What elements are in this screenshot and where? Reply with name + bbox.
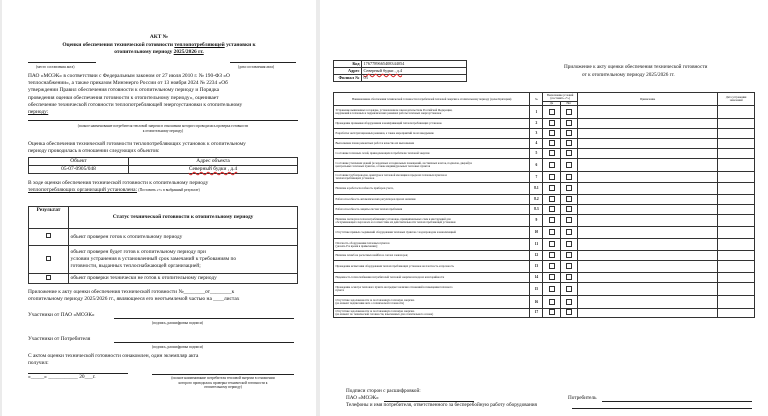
criteria-no-checkbox[interactable]: [560, 106, 577, 119]
criteria-header-yes: Да: [543, 102, 560, 106]
status-header: Статус технической готовности к отопительному периоду: [69, 207, 298, 229]
criteria-note-cell[interactable]: [577, 205, 717, 215]
act-title-line-1: Оценки обеспечения технической готовности теплопотребляющей установки к: [62, 42, 256, 48]
result-row-conditional: [29, 246, 298, 274]
phone-line: Телефоны и имя потребителя, ответственного за бесперебойную работу оборудования: [346, 402, 537, 408]
act-number: АКТ №: [149, 34, 169, 40]
criteria-number: 11: [530, 239, 543, 251]
criteria-text: Состояние утепления зданий (и чердачных и подвальных помещений, лестничных клеток, подвалов, дверей) и центральных тепловых пунктов, а также индивидуальных тепловых пунктов: [334, 159, 530, 172]
criteria-header-no-answer: Нет: [560, 102, 577, 106]
consumer-signature-line[interactable]: [114, 342, 294, 343]
criteria-text: Плотность оборудования тепловых пунктов (указать Р и время в примечании);: [334, 239, 530, 251]
criteria-number: 8.2: [530, 195, 543, 205]
criteria-date-cell[interactable]: [718, 195, 755, 205]
criteria-number: 15: [530, 283, 543, 296]
criteria-row: [334, 215, 755, 227]
assessment-line-1: Оценка обеспечения технической готовности теплопотребляющих установок к отопительному: [28, 141, 246, 147]
criteria-date-cell[interactable]: [718, 149, 755, 159]
criteria-note-cell[interactable]: [577, 159, 717, 172]
criteria-yes-checkbox[interactable]: [543, 215, 560, 227]
criteria-no-checkbox[interactable]: [560, 139, 577, 149]
criteria-no-checkbox[interactable]: [560, 227, 577, 239]
criteria-yes-checkbox[interactable]: [543, 119, 560, 129]
copy-line-1: С актом оценки технической готовности ознакомлен, один экземпляр акта: [28, 353, 199, 359]
result-checkbox-1[interactable]: [29, 229, 69, 246]
participant-consumer: Участники от Потребителя: [28, 336, 91, 342]
criteria-date-cell[interactable]: [718, 119, 755, 129]
criteria-no-checkbox[interactable]: [560, 215, 577, 227]
criteria-number: 2: [530, 119, 543, 129]
criteria-date-cell[interactable]: [718, 283, 755, 296]
criteria-note-cell[interactable]: [577, 239, 717, 251]
consumer-sign-line[interactable]: [602, 401, 752, 402]
criteria-date-cell[interactable]: [718, 273, 755, 283]
criteria-no-checkbox[interactable]: [560, 172, 577, 183]
criteria-no-checkbox[interactable]: [560, 205, 577, 215]
criteria-date-cell[interactable]: [718, 205, 755, 215]
criteria-date-cell[interactable]: [718, 227, 755, 239]
criteria-row: [334, 172, 755, 183]
criteria-no-checkbox[interactable]: [560, 159, 577, 172]
criteria-date-cell[interactable]: [718, 172, 755, 183]
criteria-note-cell[interactable]: [577, 273, 717, 283]
criteria-row: [334, 139, 755, 149]
criteria-no-checkbox[interactable]: [560, 129, 577, 139]
criteria-date-cell[interactable]: [718, 239, 755, 251]
criteria-row: [334, 283, 755, 296]
filial-label: Филиал №: [334, 75, 362, 82]
criteria-row: [334, 119, 755, 129]
final-note-1: (полное наименование потребителя тепловой энергии в отношении: [171, 376, 275, 380]
signature-moek: [346, 395, 379, 402]
criteria-date-cell[interactable]: [718, 159, 755, 172]
object-code: 05-07-0905/048: [29, 166, 129, 174]
criteria-yes-checkbox[interactable]: [543, 149, 560, 159]
criteria-date-cell[interactable]: [718, 129, 755, 139]
criteria-no-checkbox[interactable]: [560, 296, 577, 309]
criteria-row: [334, 149, 755, 159]
criteria-text: Разработка эксплуатационных режимов, а также мероприятий по их внедрению: [334, 129, 530, 139]
criteria-yes-checkbox[interactable]: [543, 106, 560, 119]
appendix-title-2: от к отопительному периоду 2025/2026 гг.: [582, 72, 675, 78]
criteria-row: [334, 183, 755, 195]
criteria-text: Проведение промывки оборудования и коммуникаций теплопотребляющих установок: [334, 119, 530, 129]
object-address: Северный будки , д.4: [129, 166, 298, 174]
criteria-number: 3: [530, 129, 543, 139]
status-text-3: объект проверки технически не готов к отопительному периоду: [69, 274, 298, 284]
criteria-text: Отсутствие прямых соединений оборудования тепловых пунктов с водопроводом и канализацией: [334, 227, 530, 239]
criteria-table: [333, 92, 755, 318]
criteria-number: 9: [530, 215, 543, 227]
objects-header-address: Адрес объекта: [129, 158, 298, 166]
criteria-text: Работоспособность автоматических регуляторов при их наличии: [334, 195, 530, 205]
criteria-note-cell[interactable]: [577, 149, 717, 159]
act-title-line-2: отопительному периоду 2025/2026 гг.: [114, 49, 204, 55]
objects-header-row: [29, 158, 298, 166]
criteria-text: Состояние тепловых сетей, принадлежащих потребителю тепловой энергии: [334, 149, 530, 159]
criteria-row: [334, 296, 755, 309]
criteria-text: Проведение испытания оборудования теплопотребляющих установок на плотность и прочность: [334, 261, 530, 273]
result-header: Результат: [29, 207, 69, 229]
criteria-number: 12: [530, 251, 543, 261]
criteria-header-note: Примечание: [577, 93, 717, 106]
criteria-note-cell[interactable]: [577, 309, 717, 317]
criteria-yes-checkbox[interactable]: [543, 159, 560, 172]
criteria-date-cell[interactable]: [718, 106, 755, 119]
criteria-date-cell[interactable]: [718, 139, 755, 149]
appendix-line-1: Приложение к акту оценки обеспечения технической готовности №________от________к: [28, 289, 235, 295]
consumer-label: Потребитель: [568, 395, 597, 401]
consumer-note-1: (полное наименование потребителя тепловой энергии в отношении которого проводилась проверка готовности: [77, 124, 249, 128]
criteria-note-cell[interactable]: [577, 183, 717, 195]
criteria-row: [334, 273, 755, 283]
filial-row: [334, 75, 467, 82]
objects-table: [28, 157, 298, 174]
criteria-text: Наличие и работоспособность приборов учета,: [334, 183, 530, 195]
criteria-number: 8.3: [530, 205, 543, 215]
course-note: (Поставить «+» в выбранный результат): [138, 188, 200, 192]
final-note-2: которого проводилась проверка технической готовности к: [178, 380, 268, 385]
criteria-text: Наличие пломб на расчетных шайбах и соплах элеваторов;: [334, 251, 530, 261]
criteria-yes-checkbox[interactable]: [543, 296, 560, 309]
final-consumer-line[interactable]: [152, 374, 294, 375]
criteria-body: [334, 106, 755, 317]
criteria-text: Надежность теплоснабжения потребителей тепловой энергии исходя из категорийности: [334, 273, 530, 283]
consumer-note-2: к отопительному периоду): [142, 129, 184, 133]
moek-label: ПАО «МОЭК»: [346, 395, 379, 401]
criteria-row: [334, 309, 755, 317]
criteria-row: [334, 129, 755, 139]
criteria-note-cell[interactable]: [577, 296, 717, 309]
place-line[interactable]: [28, 62, 96, 63]
criteria-note-cell[interactable]: [577, 283, 717, 296]
criteria-number: 17: [530, 309, 543, 317]
criteria-row: [334, 227, 755, 239]
date-line-text: «_____» ___________ 20___г.: [28, 374, 96, 380]
criteria-row: [334, 159, 755, 172]
moek-signature-note: (подпись, расшифровка подписи): [152, 321, 204, 325]
objects-row: [29, 166, 298, 174]
criteria-text: Выполнение плана ремонтных работ и качество их выполнения: [334, 139, 530, 149]
kod-label: Код: [334, 61, 362, 68]
criteria-number: 13: [530, 261, 543, 273]
criteria-number: 14: [530, 273, 543, 283]
address-label: Адрес: [334, 68, 362, 75]
address-value: Северный будки , д.4: [362, 68, 467, 75]
address-row: [334, 68, 467, 75]
criteria-note-cell[interactable]: [577, 261, 717, 273]
criteria-date-cell[interactable]: [718, 296, 755, 309]
criteria-note-cell[interactable]: [577, 227, 717, 239]
criteria-text: Отсутствие задолженности за поставленную тепловую энергию (на момент по технической готовности, взысканных для отопительного сезона): [334, 309, 530, 317]
criteria-row: [334, 106, 755, 119]
criteria-no-checkbox[interactable]: [560, 119, 577, 129]
criteria-text: Проведение осмотра теплового пункта на предмет наличия отложений в помещении теплового пункта: [334, 283, 530, 296]
criteria-row: [334, 251, 755, 261]
criteria-no-checkbox[interactable]: [560, 149, 577, 159]
course-line-1: В ходе оценки обеспечения технической готовности к отопительному периоду: [28, 180, 209, 186]
criteria-number: 5: [530, 149, 543, 159]
date-line[interactable]: [230, 62, 296, 63]
intro-paragraph: ПАО «МОЭК» в соответствии с Федеральным законом от 27 июля 2010 г. № 190-ФЗ «О теплоснабжении», а также приказом Минэнерго России от 13 ноября 2024 № 2234 «Об утверждении Правил обеспечения готовности к отопительному периоду и Порядка проведения оценки обеспечения готовности к отопительному периоду», оценивает обеспечение технической готовности теплопотребляющей энергоустановки к отопительному периоду:: [28, 73, 243, 116]
result-header-row: [29, 207, 298, 229]
criteria-yes-checkbox[interactable]: [543, 239, 560, 251]
criteria-yes-checkbox[interactable]: [543, 195, 560, 205]
criteria-row: [334, 195, 755, 205]
criteria-yes-checkbox[interactable]: [543, 261, 560, 273]
criteria-yes-checkbox[interactable]: [543, 309, 560, 317]
objects-header-object: Объект: [29, 158, 129, 166]
criteria-note-cell[interactable]: [577, 129, 717, 139]
criteria-header-name: Наименование обеспечения технической готовности потребителей тепловой энергии к отопительному периоду (далее Критерии): [334, 93, 530, 106]
criteria-yes-checkbox[interactable]: [543, 183, 560, 195]
criteria-text: Наличие паспортов теплопотребляющих установок, принципиальных схем и инструкций для обслуживающего персонала и соответствие их действительности теплопотребляющей установки: [334, 215, 530, 227]
result-checkbox-2[interactable]: [29, 246, 69, 274]
criteria-header-row: [334, 93, 755, 102]
criteria-yes-checkbox[interactable]: [543, 227, 560, 239]
appendix-title-1: Приложение к акту оценки обеспечения технической готовности: [564, 64, 708, 70]
criteria-header-date: Дата устранения замечаний: [718, 93, 755, 106]
criteria-row: [334, 239, 755, 251]
kod-value: 1767789665408344054: [362, 61, 467, 68]
criteria-yes-checkbox[interactable]: [543, 283, 560, 296]
criteria-note-cell[interactable]: [577, 251, 717, 261]
copy-line-2: получил:: [28, 360, 49, 366]
result-checkbox-3[interactable]: [29, 274, 69, 284]
criteria-text: Отсутствие задолженности за поставленную тепловую энергию (на момент подписания акта о технической готовности): [334, 296, 530, 309]
phone-fill-line[interactable]: [572, 408, 752, 409]
criteria-yes-checkbox[interactable]: [543, 251, 560, 261]
criteria-number: 7: [530, 172, 543, 183]
criteria-note-cell[interactable]: [577, 139, 717, 149]
date-label: (дата составления акта): [238, 65, 275, 69]
criteria-date-cell[interactable]: [718, 183, 755, 195]
criteria-text: Состояние трубопроводов, арматуры и тепловой изоляции в пределах тепловых пунктов и теплопотребляющих установок: [334, 172, 530, 183]
criteria-date-cell[interactable]: [718, 261, 755, 273]
criteria-header-no: №: [530, 93, 543, 106]
criteria-text: Устранение выявленных в порядке, установленном законодательством Российской Федерации, нарушений в тепловых и гидравлических режимах работы тепловых энергоустановок: [334, 106, 530, 119]
filial-value: 03: [362, 75, 467, 82]
criteria-note-cell[interactable]: [577, 215, 717, 227]
criteria-header-result: Выполнение условий (поставить «+»): [543, 93, 578, 102]
criteria-number: 4: [530, 139, 543, 149]
moek-signature-line[interactable]: [114, 318, 294, 319]
status-text-2: объект проверен будет готов к отопительному периоду при условии устранения в установленный срок замечаний к требованиям по готовности, выданных теплоснабжающей организацией;: [69, 246, 298, 274]
header-info-table: [333, 60, 467, 82]
criteria-yes-checkbox[interactable]: [543, 129, 560, 139]
consumer-signature-note: (подпись, расшифровка подписи): [152, 345, 204, 349]
criteria-no-checkbox[interactable]: [560, 283, 577, 296]
criteria-note-cell[interactable]: [577, 119, 717, 129]
appendix-line-2: отопительному периоду 2025/2026 гг., являющееся его неотъемлемой частью на ____листах: [28, 296, 240, 302]
criteria-date-cell[interactable]: [718, 215, 755, 227]
criteria-yes-checkbox[interactable]: [543, 172, 560, 183]
criteria-yes-checkbox[interactable]: [543, 205, 560, 215]
criteria-no-checkbox[interactable]: [560, 183, 577, 195]
criteria-date-cell[interactable]: [718, 309, 755, 317]
criteria-row: [334, 261, 755, 273]
result-row-ready: [29, 229, 298, 246]
criteria-note-cell[interactable]: [577, 195, 717, 205]
criteria-number: 8.1: [530, 183, 543, 195]
criteria-number: 10: [530, 227, 543, 239]
criteria-note-cell[interactable]: [577, 172, 717, 183]
criteria-yes-checkbox[interactable]: [543, 273, 560, 283]
kod-row: [334, 61, 467, 68]
assessment-line-2: периоду проводилась в отношении следующих объектов:: [28, 148, 160, 154]
appendix-page: [320, 0, 768, 416]
criteria-no-checkbox[interactable]: [560, 261, 577, 273]
criteria-no-checkbox[interactable]: [560, 239, 577, 251]
signature-title: Подписи сторон с расшифровкой:: [346, 388, 421, 394]
criteria-number: 16: [530, 296, 543, 309]
result-table: [28, 206, 298, 284]
criteria-date-cell[interactable]: [718, 251, 755, 261]
place-label: (место составления акта): [36, 65, 75, 69]
criteria-no-checkbox[interactable]: [560, 195, 577, 205]
criteria-no-checkbox[interactable]: [560, 273, 577, 283]
criteria-yes-checkbox[interactable]: [543, 139, 560, 149]
result-row-not-ready: [29, 274, 298, 284]
act-page: [2, 0, 316, 416]
criteria-number: 1: [530, 106, 543, 119]
criteria-no-checkbox[interactable]: [560, 309, 577, 317]
criteria-row: [334, 205, 755, 215]
participant-moek: Участники от ПАО «МОЭК»: [28, 312, 95, 318]
consumer-line[interactable]: [28, 120, 298, 121]
status-text-1: объект проверен готов к отопительному периоду: [69, 229, 298, 246]
criteria-no-checkbox[interactable]: [560, 251, 577, 261]
criteria-number: 6: [530, 159, 543, 172]
course-line-2: теплопотребляющих организаций установлена: (Поставить «+» в выбранный результат): [28, 187, 200, 193]
criteria-note-cell[interactable]: [577, 106, 717, 119]
criteria-text: Работоспособность защиты систем теплопотребления: [334, 205, 530, 215]
final-note-3: отопительному периоду): [204, 385, 242, 389]
